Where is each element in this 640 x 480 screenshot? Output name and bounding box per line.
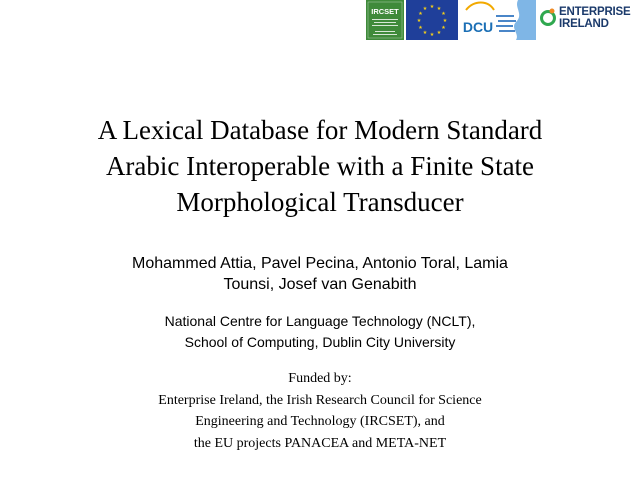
- dcu-logo: [460, 0, 496, 40]
- svg-text:★: ★: [436, 30, 442, 36]
- affiliation-line: School of Computing, Dublin City University: [184, 334, 456, 350]
- eu-flag-logo: [406, 0, 458, 40]
- authors: [80, 253, 560, 295]
- slide-title: [40, 112, 600, 220]
- sponsor-logos: [371, 0, 640, 42]
- title-line: Morphological Transducer: [176, 187, 464, 217]
- enterprise-line2: IRELAND: [559, 18, 609, 30]
- svg-text:★: ★: [422, 6, 428, 12]
- svg-text:★: ★: [441, 11, 446, 17]
- title-line: Arabic Interoperable with a Finite State: [105, 151, 535, 181]
- funding-line: Enterprise Ireland, the Irish Research Council for Science: [158, 392, 482, 408]
- svg-text:IRCSET: IRCSET: [371, 7, 399, 16]
- funding-heading: Funded by:: [288, 371, 352, 386]
- funding-line: the EU projects PANACEA and META-NET: [193, 435, 447, 451]
- svg-text:★: ★: [418, 11, 423, 17]
- funding: [80, 368, 560, 454]
- author-line: Tounsi, Josef van Genabith: [223, 276, 417, 293]
- svg-text:★: ★: [418, 25, 423, 31]
- funding-line: Engineering and Technology (IRCSET), and: [195, 414, 445, 429]
- ircset-logo: [366, 0, 404, 40]
- author-line: Mohammed Attia, Pavel Pecina, Antonio Toral, Lamia: [132, 255, 508, 272]
- svg-text:★: ★: [422, 30, 428, 36]
- svg-text:★: ★: [429, 32, 435, 38]
- svg-text:★: ★: [416, 18, 422, 24]
- affiliation: [80, 311, 560, 353]
- enterprise-ireland-logo: [538, 4, 640, 40]
- svg-text:★: ★: [429, 4, 435, 10]
- svg-text:DCU: DCU: [462, 19, 494, 35]
- title-line: A Lexical Database for Modern Standard: [97, 115, 543, 145]
- affiliation-line: National Centre for Language Technology (NCLT),: [164, 313, 476, 329]
- map-graphic-logo: [496, 0, 536, 40]
- svg-text:★: ★: [442, 18, 448, 24]
- svg-text:★: ★: [441, 25, 446, 31]
- svg-text:★: ★: [436, 6, 442, 12]
- enterprise-ireland-emblem-icon: [538, 6, 558, 34]
- enterprise-line1: ENTERPRISE: [559, 6, 631, 18]
